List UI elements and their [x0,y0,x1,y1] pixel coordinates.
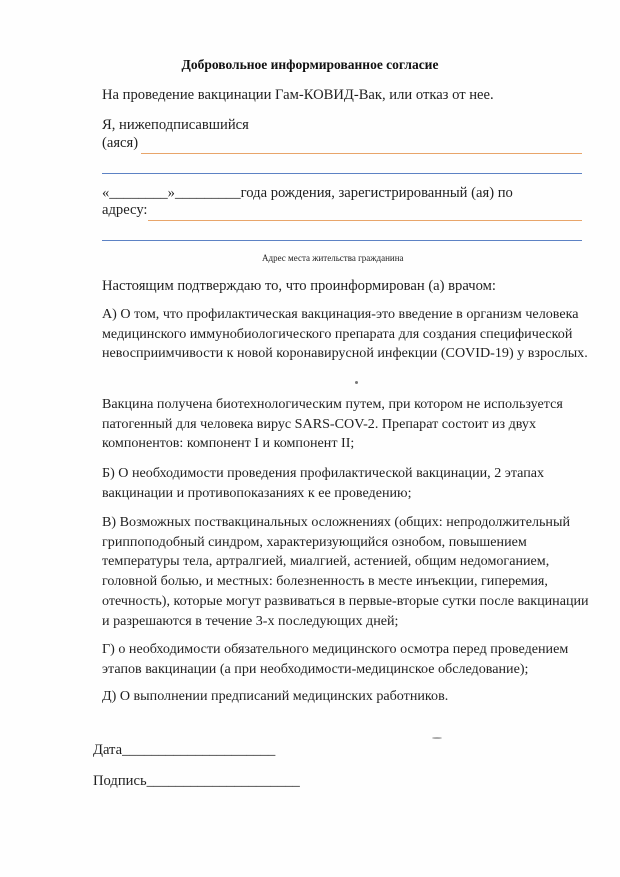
birth-date-line [102,185,513,202]
paragraph-a: А) О том, что профилактическая вакцинация-это введение в организм человека медицинского иммунобиологического препарата для создания специфической невосприимчивости к новой коронавирусной инфекции (COVID-19) у взрослых. [102,306,588,362]
document-title: Добровольное информированное согласие [181,57,439,72]
address-label: адресу: [102,202,148,218]
signature-row [93,773,300,790]
address-field-line-2[interactable] [102,240,582,241]
confirm-text: Настоящим подтверждаю то, что проинформирован (а) врачом: [102,278,496,294]
signature-field[interactable]: _____________________ [146,773,300,789]
birth-line-text: года рождения, зарегистрированный (ая) по [240,185,513,201]
quote-open: « [102,185,110,201]
document-subtitle: На проведение вакцинации Гам-КОВИД-Вак, или отказ от нее. [102,87,494,103]
signatory-suffix: (аяся) [102,135,139,151]
quote-close: » [167,185,175,201]
date-field[interactable]: _____________________ [122,742,276,758]
birth-day-field[interactable]: ________ [109,185,168,201]
date-row [93,742,275,759]
paragraph-b: Б) О необходимости проведения профилактической вакцинации, 2 этапах вакцинации и противопоказаниях к ее проведению; [102,465,545,501]
signature-label: Подпись [93,773,147,789]
address-caption: Адрес места жительства гражданина [262,253,404,263]
paragraph-v: В) Возможных поствакцинальных осложнениях (общих: непродолжительный гриппоподобный синдром, характеризующийся ознобом, повышением температуры тела, артралгией, миалгией, астенией, общим недомоганием, головной болью, и местных: болезненность в месте инъекции, гиперемия, отечность), которые могут развиваться в первые-вторые сутки после вакцинации и разрешаются в течение 3-х последующих дней; [102,514,589,629]
name-field-line-2[interactable] [102,173,582,174]
address-field-line[interactable] [148,220,582,221]
birth-month-field[interactable]: _________ [174,185,241,201]
name-field-line[interactable] [141,153,582,154]
paragraph-d: Д) О выполнении предписаний медицинских работников. [102,688,449,704]
scan-speck [355,381,358,384]
paragraph-g: Г) о необходимости обязательного медицинского осмотра перед проведением этапов вакцинации (а при необходимости-медицинское обследование); [102,641,569,677]
signatory-label: Я, нижеподписавшийся [102,117,249,133]
date-label: Дата [93,742,123,758]
scan-speck [432,737,442,739]
paragraph-vaccine-info: Вакцина получена биотехнологическим путем, при котором не используется патогенный для человека вирус SARS-COV-2. Препарат состоит из двух компонентов: компонент I и компонент II; [102,396,563,452]
